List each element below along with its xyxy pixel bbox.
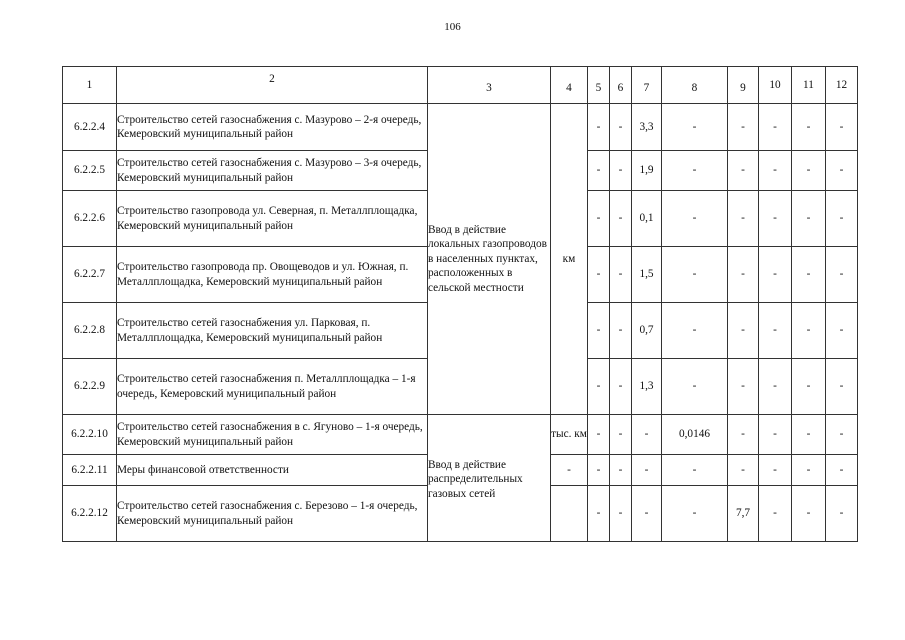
row-name: Строительство сетей газоснабжения п. Металлплощадка – 1-я очередь, Кемеровский муниципальный район <box>117 359 428 415</box>
row-name: Строительство сетей газоснабжения с. Мазурово – 2-я очередь, Кемеровский муниципальный район <box>117 104 428 151</box>
value-cell: - <box>759 191 792 247</box>
value-cell: - <box>662 303 728 359</box>
value-cell: - <box>662 104 728 151</box>
value-cell: - <box>662 191 728 247</box>
value-cell: - <box>792 191 826 247</box>
value-cell: - <box>662 151 728 191</box>
header-cell: 7 <box>632 67 662 104</box>
unit-cell: км <box>551 104 588 415</box>
row-name: Строительство газопровода пр. Овощеводов и ул. Южная, п. Металлплощадка, Кемеровский муниципальный район <box>117 247 428 303</box>
header-cell: 2 <box>117 67 428 104</box>
value-cell: - <box>759 415 792 455</box>
header-cell: 10 <box>759 67 792 104</box>
page-number: 106 <box>444 21 461 33</box>
value-cell: - <box>610 104 632 151</box>
value-cell: - <box>826 415 858 455</box>
header-row <box>63 67 858 104</box>
value-cell: - <box>588 104 610 151</box>
row-number: 6.2.2.12 <box>63 486 117 542</box>
value-cell: 0,0146 <box>662 415 728 455</box>
value-cell: - <box>610 415 632 455</box>
value-cell: - <box>759 486 792 542</box>
value-cell: 0,1 <box>632 191 662 247</box>
value-cell: 3,3 <box>632 104 662 151</box>
value-cell: - <box>728 104 759 151</box>
value-cell: - <box>792 359 826 415</box>
value-cell: - <box>588 303 610 359</box>
row-number: 6.2.2.10 <box>63 415 117 455</box>
value-cell: - <box>792 415 826 455</box>
value-cell: - <box>759 303 792 359</box>
value-cell: - <box>662 247 728 303</box>
row-name: Меры финансовой ответственности <box>117 455 428 486</box>
group-description: Ввод в действие распределительных газовых сетей <box>428 415 551 542</box>
header-cell: 12 <box>826 67 858 104</box>
row-name: Строительство сетей газоснабжения в с. Ягуново – 1-я очередь, Кемеровский муниципальный район <box>117 415 428 455</box>
value-cell: - <box>588 151 610 191</box>
header-cell: 1 <box>63 67 117 104</box>
unit-cell: тыс. км <box>551 415 588 455</box>
row-number: 6.2.2.6 <box>63 191 117 247</box>
value-cell: - <box>759 104 792 151</box>
value-cell: - <box>759 455 792 486</box>
value-cell: - <box>728 359 759 415</box>
value-cell: - <box>662 486 728 542</box>
value-cell: - <box>728 151 759 191</box>
value-cell: - <box>792 303 826 359</box>
value-cell: 0,7 <box>632 303 662 359</box>
value-cell: - <box>826 191 858 247</box>
row-name: Строительство сетей газоснабжения с. Мазурово – 3-я очередь, Кемеровский муниципальный район <box>117 151 428 191</box>
row-name: Строительство газопровода ул. Северная, п. Металлплощадка, Кемеровский муниципальный район <box>117 191 428 247</box>
value-cell: - <box>610 191 632 247</box>
value-cell: - <box>588 247 610 303</box>
header-cell: 9 <box>728 67 759 104</box>
value-cell: - <box>826 303 858 359</box>
value-cell: - <box>759 151 792 191</box>
header-cell: 5 <box>588 67 610 104</box>
data-table <box>62 66 858 542</box>
row-number: 6.2.2.5 <box>63 151 117 191</box>
row-number: 6.2.2.8 <box>63 303 117 359</box>
group-description: Ввод в действие локальных газопроводов в населенных пунктах, расположенных в сельской местности <box>428 104 551 415</box>
value-cell: - <box>588 486 610 542</box>
value-cell: - <box>728 303 759 359</box>
row-number: 6.2.2.7 <box>63 247 117 303</box>
header-cell: 8 <box>662 67 728 104</box>
row-number: 6.2.2.4 <box>63 104 117 151</box>
value-cell: - <box>632 486 662 542</box>
value-cell: - <box>632 455 662 486</box>
value-cell: - <box>588 191 610 247</box>
value-cell: - <box>662 359 728 415</box>
value-cell: - <box>826 247 858 303</box>
value-cell: - <box>632 415 662 455</box>
value-cell: 1,9 <box>632 151 662 191</box>
value-cell: - <box>728 191 759 247</box>
value-cell: - <box>792 247 826 303</box>
value-cell: - <box>826 151 858 191</box>
value-cell: 7,7 <box>728 486 759 542</box>
value-cell: - <box>610 455 632 486</box>
value-cell: - <box>826 359 858 415</box>
value-cell: - <box>792 104 826 151</box>
value-cell: - <box>792 151 826 191</box>
value-cell: - <box>826 486 858 542</box>
header-cell: 3 <box>428 67 551 104</box>
header-cell: 11 <box>792 67 826 104</box>
value-cell: - <box>588 455 610 486</box>
value-cell: - <box>826 455 858 486</box>
value-cell: - <box>759 359 792 415</box>
value-cell: - <box>610 151 632 191</box>
value-cell: - <box>728 415 759 455</box>
table-row <box>63 104 858 151</box>
value-cell: - <box>792 455 826 486</box>
table-row <box>63 415 858 455</box>
row-name: Строительство сетей газоснабжения ул. Парковая, п. Металлплощадка, Кемеровский муниципальный район <box>117 303 428 359</box>
value-cell: - <box>610 303 632 359</box>
value-cell: - <box>588 415 610 455</box>
value-cell: - <box>728 247 759 303</box>
value-cell: - <box>588 359 610 415</box>
row-number: 6.2.2.9 <box>63 359 117 415</box>
value-cell: - <box>610 486 632 542</box>
value-cell: - <box>610 247 632 303</box>
row-name: Строительство сетей газоснабжения с. Березово – 1-я очередь, Кемеровский муниципальный район <box>117 486 428 542</box>
value-cell: - <box>759 247 792 303</box>
value-cell: - <box>728 455 759 486</box>
value-cell: - <box>826 104 858 151</box>
value-cell: 1,3 <box>632 359 662 415</box>
value-cell: 1,5 <box>632 247 662 303</box>
header-cell: 4 <box>551 67 588 104</box>
row-number: 6.2.2.11 <box>63 455 117 486</box>
value-cell: - <box>610 359 632 415</box>
value-cell: - <box>662 455 728 486</box>
unit-cell: - <box>551 455 588 486</box>
value-cell: - <box>792 486 826 542</box>
header-cell: 6 <box>610 67 632 104</box>
unit-cell <box>551 486 588 542</box>
